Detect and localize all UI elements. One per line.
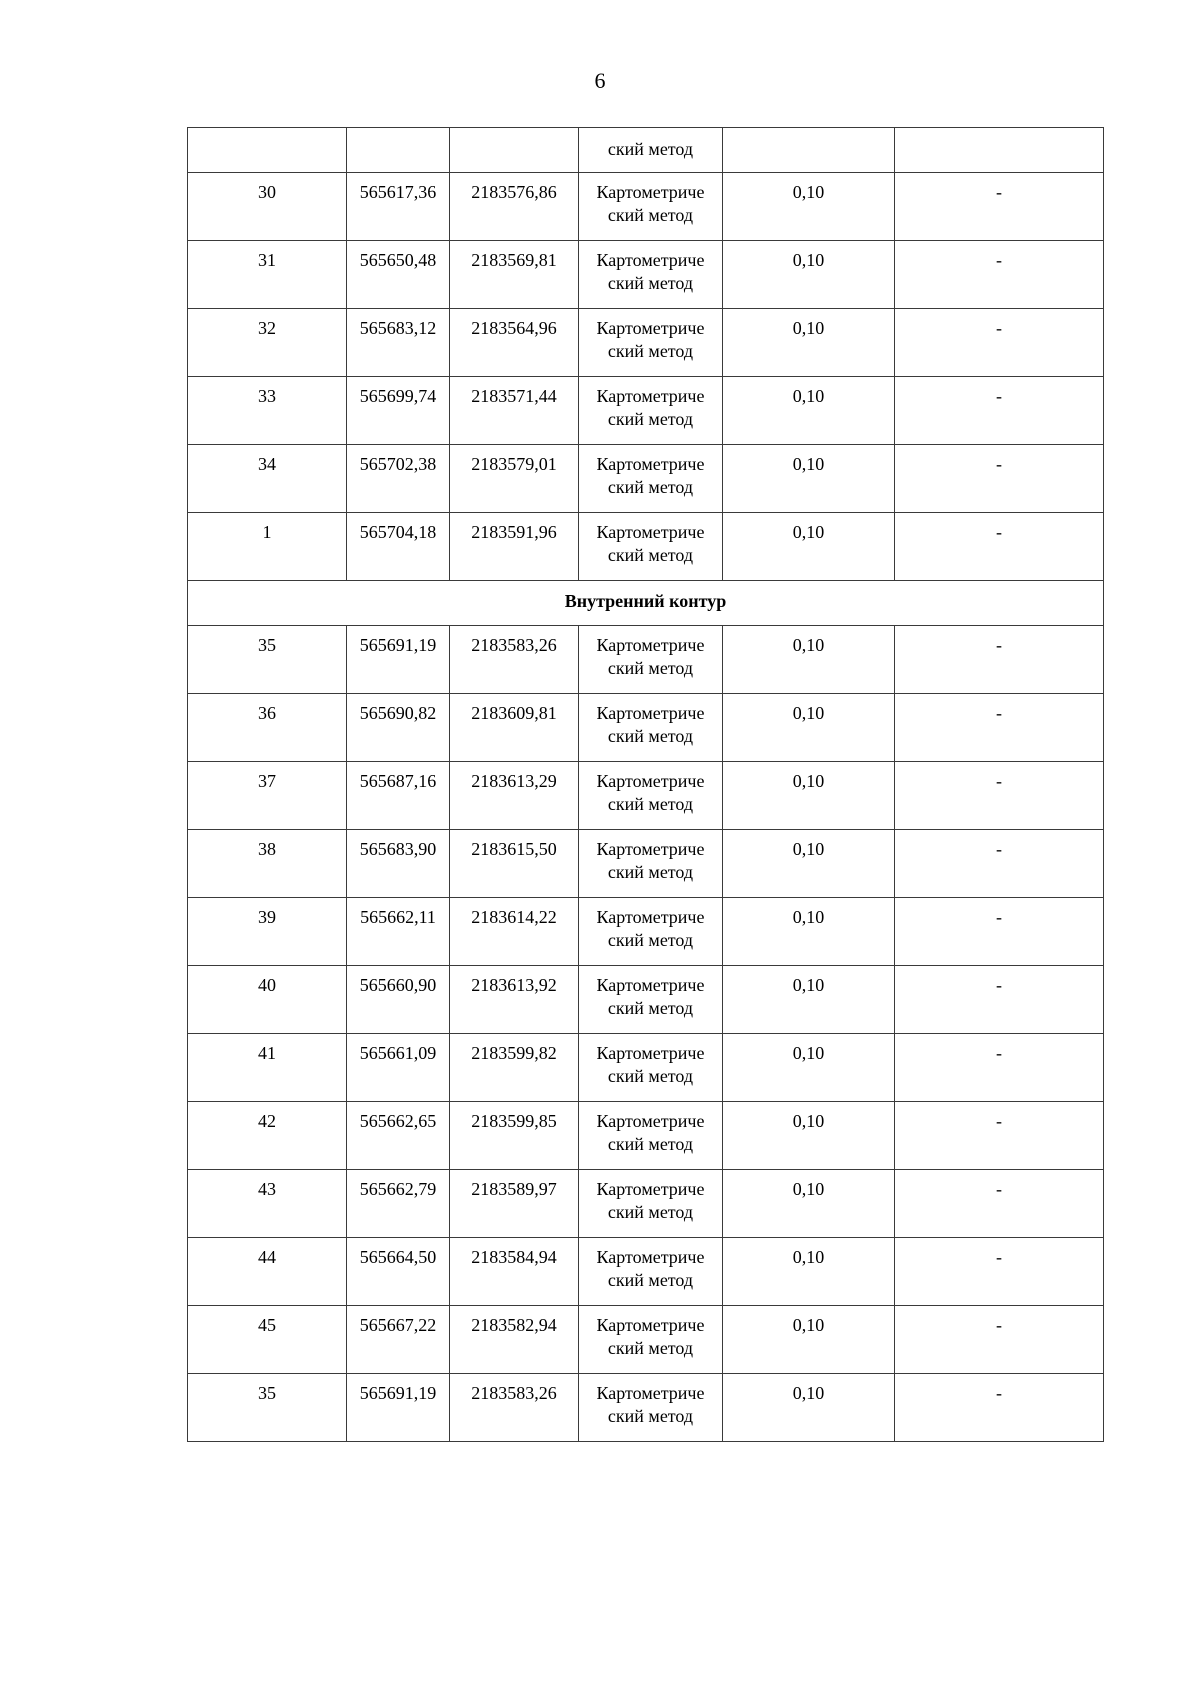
method-line-1: Картометриче — [596, 182, 705, 202]
method-line-2: ский метод — [607, 273, 694, 293]
note-cell: - — [895, 173, 1104, 241]
y-coordinate-cell: 2183614,22 — [450, 898, 579, 966]
point-number-cell: 38 — [188, 830, 347, 898]
method-cell — [579, 694, 723, 762]
method-line-1: Картометриче — [596, 839, 705, 859]
x-coordinate-cell: 565662,65 — [347, 1102, 450, 1170]
point-number-cell: 41 — [188, 1034, 347, 1102]
method-line-2: ский метод — [607, 205, 694, 225]
note-cell: - — [895, 830, 1104, 898]
method-cell — [579, 1170, 723, 1238]
table-row — [188, 626, 1104, 694]
method-cell — [579, 309, 723, 377]
y-coordinate-cell: 2183584,94 — [450, 1238, 579, 1306]
note-cell: - — [895, 626, 1104, 694]
table-row — [188, 513, 1104, 581]
x-coordinate-cell: 565704,18 — [347, 513, 450, 581]
accuracy-cell: 0,10 — [723, 1306, 895, 1374]
method-cell — [579, 1306, 723, 1374]
point-number-cell: 36 — [188, 694, 347, 762]
method-line-2: ский метод — [607, 1134, 694, 1154]
x-coordinate-cell: 565662,11 — [347, 898, 450, 966]
coordinates-table — [187, 127, 1104, 1442]
method-line-1: Картометриче — [596, 1179, 705, 1199]
note-cell: - — [895, 898, 1104, 966]
accuracy-cell: 0,10 — [723, 241, 895, 309]
table-row — [188, 1374, 1104, 1442]
accuracy-cell: 0,10 — [723, 898, 895, 966]
method-line-2: ский метод — [607, 726, 694, 746]
x-coordinate-cell: 565690,82 — [347, 694, 450, 762]
method-cell — [579, 1374, 723, 1442]
point-number-cell: 37 — [188, 762, 347, 830]
accuracy-cell: 0,10 — [723, 966, 895, 1034]
y-coordinate-cell: 2183599,82 — [450, 1034, 579, 1102]
point-number-cell: 40 — [188, 966, 347, 1034]
x-cell — [347, 128, 450, 173]
accuracy-cell: 0,10 — [723, 1102, 895, 1170]
method-line-1: Картометриче — [596, 318, 705, 338]
note-cell: - — [895, 1034, 1104, 1102]
method-line-1: Картометриче — [596, 386, 705, 406]
x-coordinate-cell: 565650,48 — [347, 241, 450, 309]
note-cell: - — [895, 694, 1104, 762]
page-number: 6 — [594, 68, 606, 93]
y-coordinate-cell: 2183591,96 — [450, 513, 579, 581]
method-line-1: Картометриче — [596, 454, 705, 474]
x-coordinate-cell: 565660,90 — [347, 966, 450, 1034]
y-coordinate-cell: 2183599,85 — [450, 1102, 579, 1170]
note-cell: - — [895, 1102, 1104, 1170]
note-cell: - — [895, 377, 1104, 445]
method-cell — [579, 1102, 723, 1170]
method-line-2: ский метод — [607, 930, 694, 950]
note-cell: - — [895, 241, 1104, 309]
method-line-2: ский метод — [607, 998, 694, 1018]
y-coordinate-cell: 2183579,01 — [450, 445, 579, 513]
point-number-cell: 42 — [188, 1102, 347, 1170]
accuracy-cell: 0,10 — [723, 377, 895, 445]
accuracy-cell: 0,10 — [723, 1170, 895, 1238]
point-number-cell: 34 — [188, 445, 347, 513]
method-line-2: ский метод — [607, 477, 694, 497]
x-coordinate-cell: 565617,36 — [347, 173, 450, 241]
table-row — [188, 1170, 1104, 1238]
point-number-cell: 33 — [188, 377, 347, 445]
accuracy-cell: 0,10 — [723, 626, 895, 694]
y-coordinate-cell: 2183583,26 — [450, 626, 579, 694]
method-line-2: ский метод — [607, 1270, 694, 1290]
method-cell — [579, 762, 723, 830]
point-number-cell: 32 — [188, 309, 347, 377]
x-coordinate-cell: 565702,38 — [347, 445, 450, 513]
method-line-2: ский метод — [607, 1202, 694, 1222]
y-coordinate-cell: 2183613,29 — [450, 762, 579, 830]
accuracy-cell: 0,10 — [723, 1034, 895, 1102]
note-cell: - — [895, 309, 1104, 377]
note-cell: - — [895, 762, 1104, 830]
x-coordinate-cell: 565667,22 — [347, 1306, 450, 1374]
accuracy-cell: 0,10 — [723, 173, 895, 241]
method-cell — [579, 626, 723, 694]
y-coordinate-cell: 2183613,92 — [450, 966, 579, 1034]
method-cell — [579, 1034, 723, 1102]
method-line-1: Картометриче — [596, 1315, 705, 1335]
y-coordinate-cell: 2183564,96 — [450, 309, 579, 377]
method-line-2: ский метод — [607, 1406, 694, 1426]
point-number-cell: 1 — [188, 513, 347, 581]
table-row — [188, 1034, 1104, 1102]
method-cell — [579, 898, 723, 966]
point-number-cell: 31 — [188, 241, 347, 309]
accuracy-cell: 0,10 — [723, 762, 895, 830]
y-cell — [450, 128, 579, 173]
table-row — [188, 377, 1104, 445]
x-coordinate-cell: 565691,19 — [347, 1374, 450, 1442]
method-cell — [579, 1238, 723, 1306]
table-row — [188, 830, 1104, 898]
note-cell: - — [895, 1170, 1104, 1238]
y-coordinate-cell: 2183582,94 — [450, 1306, 579, 1374]
y-coordinate-cell: 2183583,26 — [450, 1374, 579, 1442]
point-number-cell: 45 — [188, 1306, 347, 1374]
accuracy-cell: 0,10 — [723, 445, 895, 513]
x-coordinate-cell: 565699,74 — [347, 377, 450, 445]
method-cell — [579, 966, 723, 1034]
method-cell — [579, 173, 723, 241]
accuracy-cell: 0,10 — [723, 830, 895, 898]
table-row — [188, 1238, 1104, 1306]
point-number-cell: 30 — [188, 173, 347, 241]
accuracy-cell: 0,10 — [723, 309, 895, 377]
method-line-1: Картометриче — [596, 250, 705, 270]
method-line-2: ский метод — [607, 658, 694, 678]
table-row — [188, 445, 1104, 513]
method-line-1: Картометриче — [596, 975, 705, 995]
y-coordinate-cell: 2183569,81 — [450, 241, 579, 309]
x-coordinate-cell: 565691,19 — [347, 626, 450, 694]
accuracy-cell: 0,10 — [723, 1238, 895, 1306]
note-cell: - — [895, 1306, 1104, 1374]
method-cell — [579, 377, 723, 445]
x-coordinate-cell: 565662,79 — [347, 1170, 450, 1238]
table-row — [188, 241, 1104, 309]
table-row — [188, 966, 1104, 1034]
point-number-cell: 43 — [188, 1170, 347, 1238]
point-number-cell: 39 — [188, 898, 347, 966]
note-cell — [895, 128, 1104, 173]
method-line-1: Картометриче — [596, 522, 705, 542]
x-coordinate-cell: 565687,16 — [347, 762, 450, 830]
accuracy-cell: 0,10 — [723, 1374, 895, 1442]
accuracy-cell — [723, 128, 895, 173]
accuracy-cell: 0,10 — [723, 694, 895, 762]
point-number-cell: 35 — [188, 1374, 347, 1442]
method-line-2: ский метод — [607, 794, 694, 814]
table-row — [188, 173, 1104, 241]
note-cell: - — [895, 513, 1104, 581]
point-number-cell: 44 — [188, 1238, 347, 1306]
method-cell — [579, 445, 723, 513]
x-coordinate-cell: 565664,50 — [347, 1238, 450, 1306]
method-line-2: ский метод — [607, 1066, 694, 1086]
table-row — [188, 1102, 1104, 1170]
method-cell — [579, 241, 723, 309]
method-line-2: ский метод — [607, 409, 694, 429]
table-row — [188, 309, 1104, 377]
point-number-cell: 35 — [188, 626, 347, 694]
y-coordinate-cell: 2183576,86 — [450, 173, 579, 241]
y-coordinate-cell: 2183571,44 — [450, 377, 579, 445]
section-row — [188, 581, 1104, 626]
continuation-row — [188, 128, 1104, 173]
method-line-1: Картометриче — [596, 1111, 705, 1131]
method-cell — [579, 513, 723, 581]
method-line-2: ский метод — [607, 545, 694, 565]
method-line-1: Картометриче — [596, 907, 705, 927]
y-coordinate-cell: 2183609,81 — [450, 694, 579, 762]
method-line-1: Картометриче — [596, 1247, 705, 1267]
accuracy-cell: 0,10 — [723, 513, 895, 581]
table-row — [188, 1306, 1104, 1374]
note-cell: - — [895, 1238, 1104, 1306]
y-coordinate-cell: 2183615,50 — [450, 830, 579, 898]
y-coordinate-cell: 2183589,97 — [450, 1170, 579, 1238]
method-cell — [579, 830, 723, 898]
section-title: Внутренний контур — [188, 581, 1104, 626]
table-row — [188, 694, 1104, 762]
note-cell: - — [895, 445, 1104, 513]
table-row — [188, 898, 1104, 966]
point-cell — [188, 128, 347, 173]
coordinates-table-body — [188, 128, 1104, 1442]
method-line-2: ский метод — [607, 1338, 694, 1358]
method-line-1: Картометриче — [596, 1043, 705, 1063]
method-cell: ский метод — [579, 128, 723, 173]
method-line-1: Картометриче — [596, 635, 705, 655]
x-coordinate-cell: 565661,09 — [347, 1034, 450, 1102]
method-line-1: Картометриче — [596, 771, 705, 791]
table-row — [188, 762, 1104, 830]
method-line-2: ский метод — [607, 341, 694, 361]
note-cell: - — [895, 966, 1104, 1034]
method-line-2: ский метод — [607, 862, 694, 882]
x-coordinate-cell: 565683,90 — [347, 830, 450, 898]
x-coordinate-cell: 565683,12 — [347, 309, 450, 377]
method-line-1: Картометриче — [596, 703, 705, 723]
note-cell: - — [895, 1374, 1104, 1442]
method-line-1: Картометриче — [596, 1383, 705, 1403]
